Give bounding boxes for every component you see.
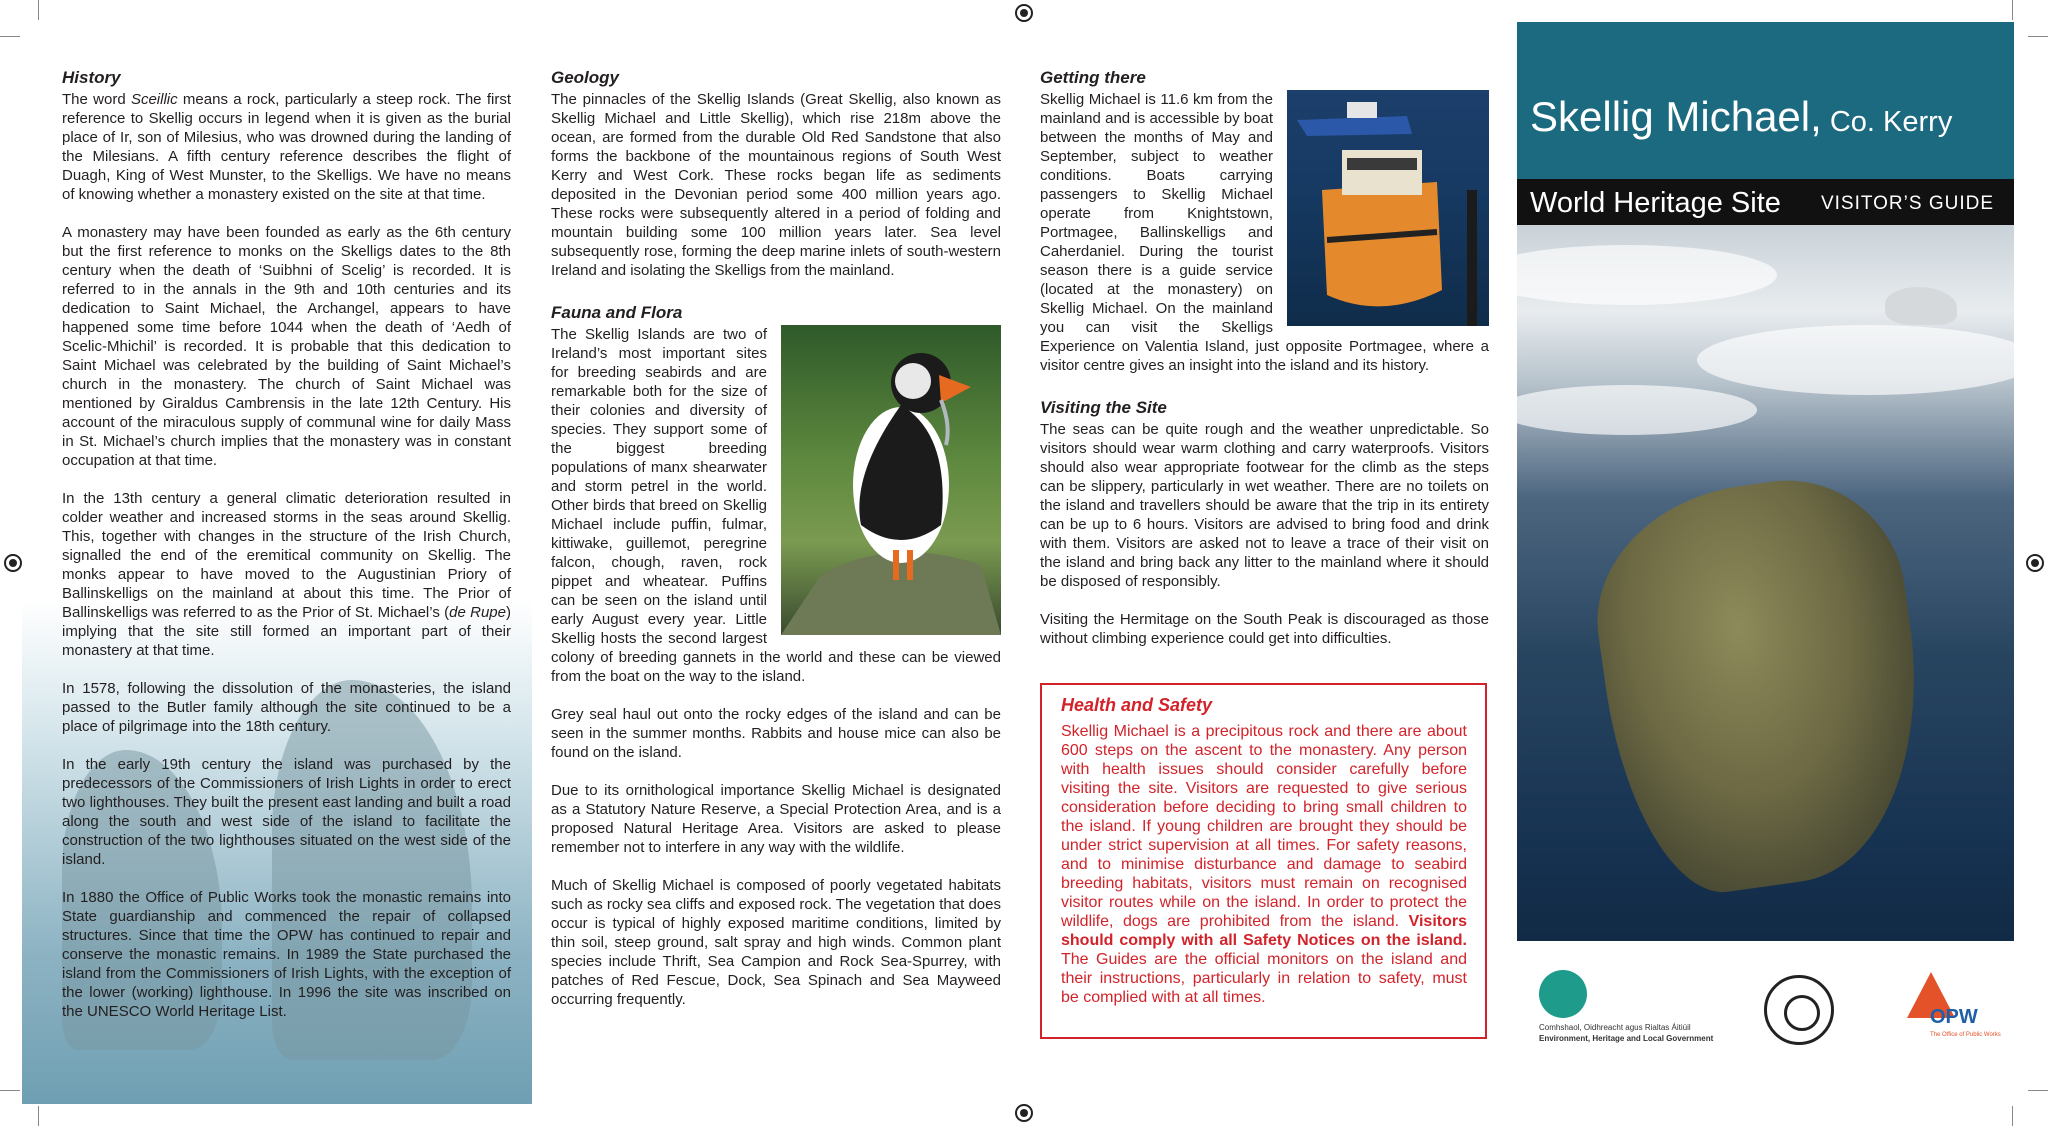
history-paragraph: In the early 19th century the island was purchased by the predecessors of the Commissioners of Irish Lights in order to erect two lighthouses. They built the present east landing and built a road along the south and west side of the island to facilitate the construction of the two lighthouses situated on the west side of the island. bbox=[62, 756, 511, 868]
unesco-world-heritage-emblem-icon bbox=[1764, 975, 1834, 1045]
opw-logo-subtext: The Office of Public Works bbox=[1930, 1032, 2001, 1038]
fauna-paragraph: Much of Skellig Michael is composed of poorly vegetated habitats such as rocky sea cliffs and exposed rock. The vegetation that does occur is typical of highly exposed maritime conditions, limited by thin soil, steep ground, salt spray and high winds. Common plant species include Thrift, Sea Campion and Rock Sea-Spurrey, with patches of Red Fescue, Dock, Sea Spinach and Sea Mayweed occurring frequently. bbox=[551, 877, 1001, 1008]
history-paragraph: A monastery may have been founded as early as the 6th century but the first reference to monks on the Skelligs dates to the 8th century when the death of ‘Suibhni of Scelig’ is recorded. It is referred to in the annals in the 9th and 10th centuries and its dedication to Saint Michael, the Archangel, appears to have happened some time before 1044 when the death of ‘Aedh of Scelic-Mhichil’ is recorded. It is probable that this dedication to Saint Michael was celebrated by the building of Saint Michael’s church in the monastery. The church of Saint Michael was mentioned by Giraldus Cambrensis in the late 12th Century. His account of the miraculous supply of communal wine for daily Mass in St. Michael’s church implies that the monastery was in constant occupation at that time. bbox=[62, 224, 511, 469]
crop-mark bbox=[2028, 1090, 2048, 1091]
environment-logo-icon bbox=[1539, 970, 1587, 1018]
visiting-paragraph: The seas can be quite rough and the weather unpredictable. So visitors should wear warm clothing and carry waterproofs. Visitors should also wear appropriate footwear for the climb as the steps can be slippery, particularly in wet weather. There are no toilets on the island and travellers should be aware that the trip in its entirety can be up to 6 hours. Visitors are advised to bring food and drink with them. Visitors are asked not to leave a trace of their visit on the island and bring back any litter to the mainland where it should be disposed of responsibly. bbox=[1040, 421, 1489, 590]
environment-logo-english-text: Environment, Heritage and Local Government bbox=[1539, 1034, 1714, 1043]
registration-mark-icon bbox=[1015, 1104, 1033, 1122]
history-paragraph: In 1880 the Office of Public Works took the monastic remains into State guardianship and commenced the repair of collapsed structures. Since that time the OPW has continued to repair and conserve the monastic remains. In 1989 the State purchased the island from the Commissioners of Irish Lights, with the exception of the lower (working) lighthouse. In 1996 the site was inscribed on the UNESCO World Heritage List. bbox=[62, 889, 511, 1020]
world-heritage-site-label: World Heritage Site bbox=[1530, 187, 1781, 219]
crop-mark bbox=[38, 0, 39, 20]
getting-there-heading: Getting there bbox=[1040, 68, 1146, 87]
cloud-shape bbox=[1697, 325, 2014, 395]
cloud-shape bbox=[1517, 385, 1757, 435]
geology-fauna-column bbox=[551, 68, 1001, 1028]
health-safety-paragraph: Skellig Michael is a precipitous rock and there are about 600 steps on the ascent to the monastery. Any person with health issues should consider carefully before visiting the site. Visitors are requested to give serious consideration before deciding to bring small children to the island. If young children are brought they should be under strict supervision at all times. For safety reasons, and to minimise disturbance and damage to seabird breeding habitats, visitors must remain on recognised visitor routes while on the island. In order to protect the wildlife, dogs are prohibited from the island. Visitors should comply with all Safety Notices on the island. The Guides are the official monitors on the island and their instructions, particularly in relation to safety, must be complied with at all times. bbox=[1061, 723, 1467, 1006]
visiting-paragraph: Visiting the Hermitage on the South Peak is discouraged as those without climbing experience could get into difficulties. bbox=[1040, 611, 1489, 647]
crop-mark bbox=[2012, 0, 2013, 20]
history-heading: History bbox=[62, 68, 121, 87]
fauna-paragraph: Grey seal haul out onto the rocky edges of the island and can be seen in the summer months. Rabbits and house mice can also be found on the island. bbox=[551, 706, 1001, 761]
health-safety-heading: Health and Safety bbox=[1061, 695, 1213, 715]
cover-panel bbox=[1517, 22, 2014, 941]
geology-paragraph: The pinnacles of the Skellig Islands (Great Skellig, also known as Skellig Michael and Little Skellig), which rise 218m above the ocean, are formed from the durable Old Red Sandstone that also forms the backbone of the mountainous regions of South West Kerry and West Cork. These rocks began life as sediments deposited in the Devonian period some 400 million years ago. These rocks were subsequently altered in a period of folding and mountain building some 100 million years later. Sea level subsequently rose, forming the deep marine inlets of south-western Ireland and isolating the Skelligs from the mainland. bbox=[551, 91, 1001, 279]
visiting-heading: Visiting the Site bbox=[1040, 398, 1167, 417]
boat-icon bbox=[1287, 90, 1489, 326]
fauna-paragraph: The Skellig Islands are two of Ireland’s most important sites for breeding seabirds and are remarkable both for the size of their colonies and diversity of species. They support some of the biggest breeding populations of manx shearwater and storm petrel in the world. Other birds that breed on Skellig Michael include puffin, fulmar, kittiwake, guillemot, peregrine falcon, chough, raven, rock pippet and wheatear. Puffins can be seen on the island until early August every year. Little Skellig hosts the second largest colony of breeding gannets in the world and these can be viewed from the boat on the way to the island. bbox=[551, 326, 1001, 685]
cover-band bbox=[1517, 179, 2014, 225]
boat-photo bbox=[1287, 90, 1489, 326]
getting-there-paragraph: Skellig Michael is 11.6 km from the mainland and is accessible by boat between the months of May and September, subject to weather conditions. Boats carrying passengers to Skellig Michael operate from Knightstown, Portmagee, Ballinskelligs and Caherdaniel. During the tourist season there is a guide service (located at the monastery) on Skellig Michael. On the mainland you can visit the Skelligs Experience on Valentia Island, just opposite Portmagee, where a visitor centre gives an insight into the island and its history. bbox=[1040, 91, 1489, 374]
history-column bbox=[62, 68, 511, 1040]
island-aerial-photo bbox=[1517, 225, 2014, 941]
opw-logo-text: OPW bbox=[1930, 1006, 1978, 1028]
puffin-photo bbox=[781, 325, 1001, 635]
registration-mark-icon bbox=[2026, 554, 2044, 572]
health-safety-box bbox=[1040, 683, 1487, 1039]
crop-mark bbox=[0, 1090, 20, 1091]
little-skellig-shape bbox=[1885, 287, 1957, 325]
cloud-shape bbox=[1517, 245, 1777, 305]
sponsor-logos bbox=[1517, 960, 2014, 1060]
crop-mark bbox=[38, 1106, 39, 1126]
history-paragraph: In the 13th century a general climatic deterioration resulted in colder weather and increased storms in the seas around Skellig. This, together with changes in the structure of the Irish Church, signalled the end of the eremitical community on Skellig. The monks appear to have moved to the Augustinian Priory of Ballinskelligs on the mainland at about this time. The Prior of Ballinskelligs was referred to as the Prior of St. Michael’s (de Rupe) implying that the site still formed an important part of their monastery at that time. bbox=[62, 490, 511, 659]
crop-mark bbox=[2028, 36, 2048, 37]
history-paragraph: The word Sceillic means a rock, particularly a steep rock. The first reference to Skellig occurs in legend when it is given as the burial place of Ir, son of Milesius, who was drowned during the landing of the Milesians. A fifth century reference describes the flight of Duagh, King of West Munster, to the Skelligs. We have no means of knowing whether a monastery existed on the site at that time. bbox=[62, 91, 511, 203]
access-column bbox=[1040, 68, 1489, 667]
environment-logo-irish-text: Comhshaol, Oidhreacht agus Rialtas Áitiúil bbox=[1539, 1023, 1691, 1032]
fauna-paragraph: Due to its ornithological importance Skellig Michael is designated as a Statutory Nature Reserve, a Special Protection Area, and is a proposed Natural Heritage Area. Visitors are asked to please remember not to interfere in any way with the wildlife. bbox=[551, 782, 1001, 856]
geology-heading: Geology bbox=[551, 68, 620, 87]
registration-mark-icon bbox=[4, 554, 22, 572]
fauna-heading: Fauna and Flora bbox=[551, 303, 683, 322]
cover-title: Skellig Michael, Co. Kerry bbox=[1530, 93, 1953, 140]
history-paragraph: In 1578, following the dissolution of the monasteries, the island passed to the Butler family although the site continued to be a place of pilgrimage into the 18th century. bbox=[62, 680, 511, 735]
registration-mark-icon bbox=[1015, 4, 1033, 22]
skellig-michael-shape bbox=[1581, 465, 1944, 904]
cover-title-block bbox=[1517, 22, 2014, 179]
crop-mark bbox=[2012, 1106, 2013, 1126]
visitors-guide-label: VISITOR’S GUIDE bbox=[1820, 193, 1994, 214]
puffin-icon bbox=[781, 325, 1001, 635]
crop-mark bbox=[0, 36, 20, 37]
